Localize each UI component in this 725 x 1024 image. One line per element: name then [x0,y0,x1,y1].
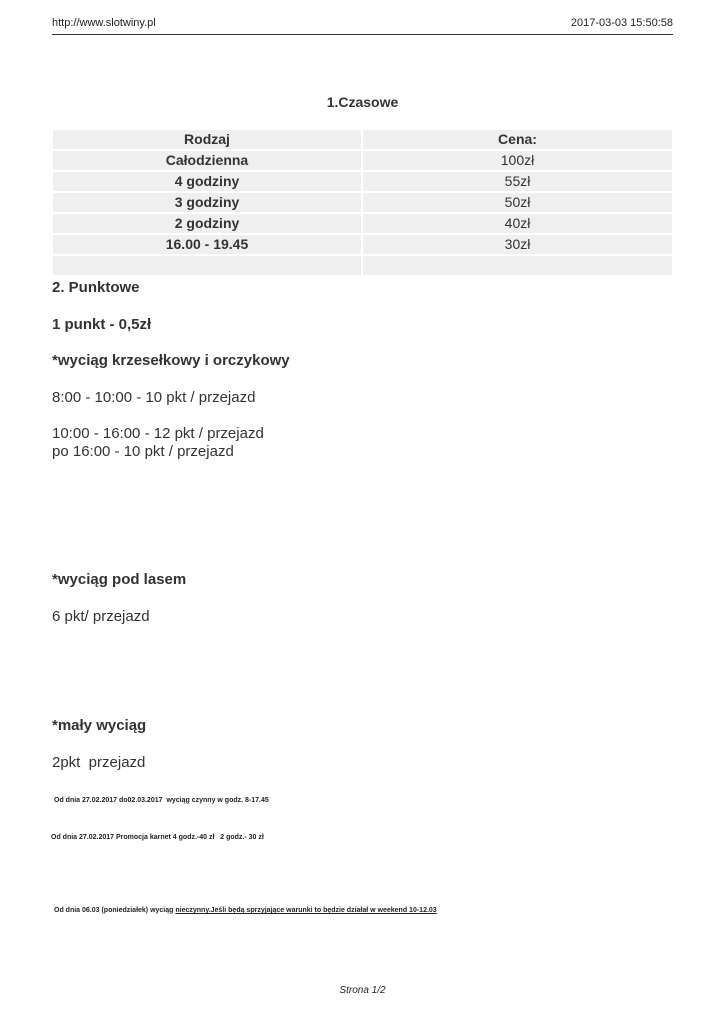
table-row [53,172,672,191]
table-row [53,193,672,212]
row-type [53,256,361,275]
notice-closure-underlined: nieczynny.Jeśli będą sprzyjające warunki to będzie działał w weekend 10-12.03 [175,907,437,914]
row-type: 16.00 - 19.45 [53,235,361,254]
page-url: http://www.slotwiny.pl [52,17,156,29]
lift-forest-title: *wyciąg pod lasem [52,571,187,588]
notice-promotion: Od dnia 27.02.2017 Promocja karnet 4 godz.-40 zł 2 godz.- 30 zł [51,834,264,841]
table-row [53,151,672,170]
column-header-price: Cena: [363,130,672,149]
table-header-row [53,130,672,149]
column-header-type: Rodzaj [53,130,361,149]
row-price: 100zł [363,151,672,170]
row-price: 30zł [363,235,672,254]
page-number: Strona 1/2 [339,985,386,996]
notice-closure-prefix: Od dnia 06.03 (poniedziałek) wyciąg [54,907,176,914]
lift-chairlift-title: *wyciąg krzesełkowy i orczykowy [52,352,290,369]
row-type: 3 godziny [53,193,361,212]
table-row [53,214,672,233]
lift-chairlift-schedule: 8:00 - 10:00 - 10 pkt / przejazd [52,389,256,406]
lift-small-price: 2pkt przejazd [52,754,146,771]
header-divider [52,34,673,35]
lift-small-title: *mały wyciąg [52,717,147,734]
lift-chairlift-schedule: po 16:00 - 10 pkt / przejazd [52,443,234,460]
row-price: 40zł [363,214,672,233]
row-price: 50zł [363,193,672,212]
print-timestamp: 2017-03-03 15:50:58 [570,17,673,29]
time-price-table [51,128,674,277]
lift-chairlift-schedule: 10:00 - 16:00 - 12 pkt / przejazd [52,425,264,442]
row-type: Całodzienna [53,151,361,170]
notice-closure [54,907,437,914]
table-row [53,235,672,254]
section-title-czasowe: 1.Czasowe [326,94,399,110]
table-row-empty [53,256,672,275]
section-title-punktowe: 2. Punktowe [52,279,140,296]
lift-forest-price: 6 pkt/ przejazd [52,608,150,625]
notice-hours: Od dnia 27.02.2017 do02.03.2017 wyciąg czynny w godz. 8-17.45 [54,797,269,804]
row-price: 55zł [363,172,672,191]
row-price [363,256,672,275]
point-price: 1 punkt - 0,5zł [52,316,152,333]
row-type: 4 godziny [53,172,361,191]
row-type: 2 godziny [53,214,361,233]
